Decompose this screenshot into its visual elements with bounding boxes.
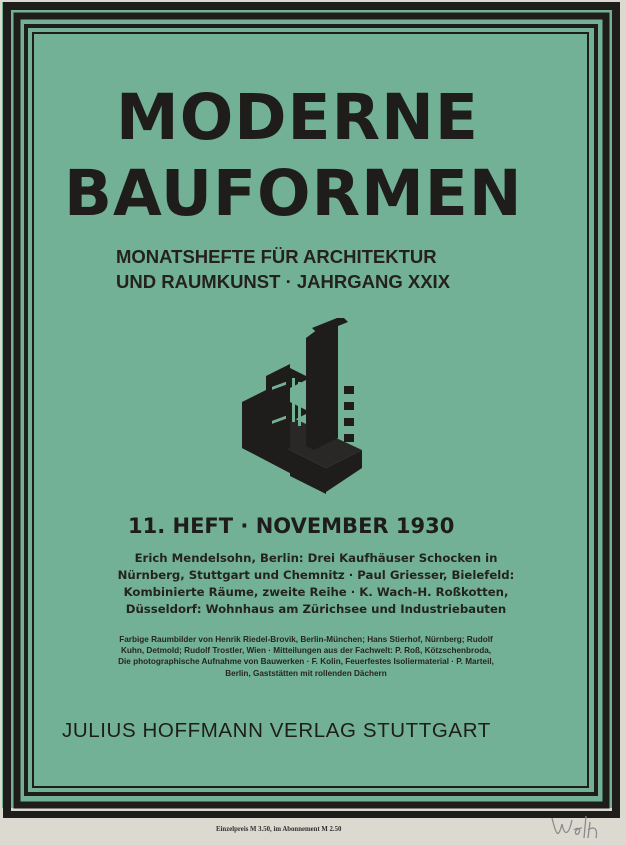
subtitle-line-1: MONATSHEFTE FÜR ARCHITEKTUR	[116, 246, 437, 267]
contents-text: Erich Mendelsohn, Berlin: Drei Kaufhäuser Schocken in Nürnberg, Stuttgart und Chemnitz · Paul Griesser, Bielefeld: Kombinierte Räume, zweite Reihe · K. Wach-H. Roßkotten, Düsseldorf: Wohnhaus am Zürichsee und Industriebauten	[117, 551, 515, 616]
details-text: Farbige Raumbilder von Henrik Riedel-Brovik, Berlin-München; Hans Stierhof, Nürnberg; Rudolf Kuhn, Detmold; Rudolf Trostler, Wien · Mitteilungen aus der Fachwelt: P. Roß, Kötzschenbroda, Die photographische Aufnahme von Bauwerken · F. Kolin, Feuerfestes Isoliermaterial · P. Marteil, Berlin, Gaststätten mit rollenden Dächern	[118, 635, 494, 678]
title-line-1: MODERNE	[116, 81, 479, 154]
publisher-line: JULIUS HOFFMANN VERLAG STUTTGART	[62, 719, 491, 742]
title-line-2: BAUFORMEN	[64, 157, 523, 230]
cover-panel	[34, 42, 572, 780]
issue-line: 11. HEFT · NOVEMBER 1930	[128, 514, 455, 538]
price-note: Einzelpreis M 3.50, im Abonnement M 2.50	[216, 826, 342, 833]
architectural-building-emblem-icon	[236, 318, 366, 494]
handwritten-signature	[548, 812, 618, 844]
subtitle-line-2: UND RAUMKUNST · JAHRGANG XXIX	[116, 271, 451, 292]
